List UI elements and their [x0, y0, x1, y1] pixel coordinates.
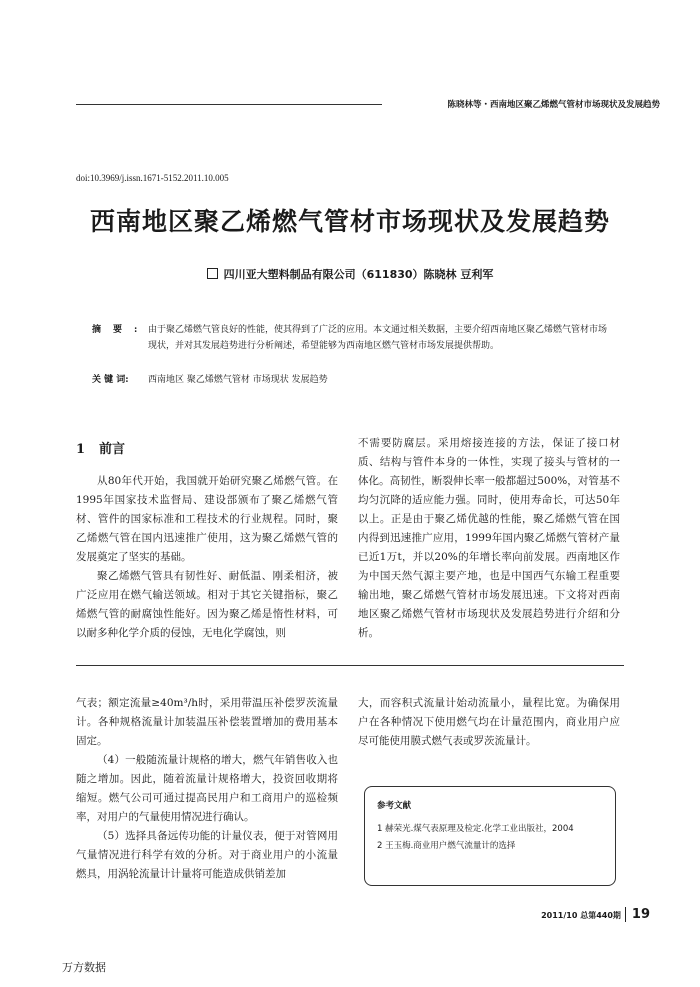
page-footer: [480, 907, 650, 922]
page-number: 19: [625, 907, 650, 922]
keywords: [92, 372, 612, 388]
paragraph: （5）选择具备远传功能的计量仪表，便于对管网用气量情况进行科学有效的分析。对于商业用户的小流量燃具，用涡轮流量计计量将可能造成供销差加: [76, 830, 338, 880]
authors-line: [0, 266, 700, 282]
abstract-text: 由于聚乙烯燃气管良好的性能，使其得到了广泛的应用。本文通过相关数据，主要介绍西南地区聚乙烯燃气管材市场现状，并对其发展趋势进行分析阐述，希望能够为西南地区燃气管材市场发展提供帮助。: [148, 325, 608, 351]
paragraph: 不需要防腐层。采用熔接连接的方法，保证了接口材质、结构与管件本身的一体性，实现了接头与管材的一体化。高韧性，断裂伸长率一般都超过500%，对管基不均匀沉降的适应能力强。同时，使用寿命长，可达50年以上。正是由于聚乙烯优越的性能，聚乙烯燃气管在国内得到迅速推广应用，1999年国内聚乙烯燃气管材产量已近1万t，并以20%的年增长率向前发展。西南地区作为中国天然气源主要产地，也是中国西气东输工程重要输出地，聚乙烯燃气管材市场发展迅速。下文将对西南地区聚乙烯燃气管材市场现状及发展趋势进行介绍和分析。: [358, 437, 620, 639]
paragraph: 气表；额定流量≥40m³/h时，采用带温压补偿罗茨流量计。各种规格流量计加装温压补偿装置增加的费用基本固定。: [76, 697, 338, 747]
section-title: 前言: [99, 442, 126, 457]
header-rule: [76, 104, 382, 105]
authors-text: 四川亚大塑料制品有限公司（611830）陈晓林 豆利军: [223, 268, 494, 281]
abstract-label: 摘要:: [92, 325, 150, 335]
checkbox-square-icon: [207, 268, 218, 279]
paragraph: 聚乙烯燃气管具有韧性好、耐低温、刚柔相济，被广泛应用在燃气输送领域。相对于其它关键指标，聚乙烯燃气管的耐腐蚀性能好。因为聚乙烯是惰性材料，可以耐多种化学介质的侵蚀，无电化学腐蚀，则: [76, 570, 338, 639]
running-header: 陈晓林等・西南地区聚乙烯燃气管材市场现状及发展趋势: [447, 100, 660, 110]
paragraph: 从80年代开始，我国就开始研究聚乙烯燃气管。在1995年国家技术监督局、建设部颁布了聚乙烯燃气管材、管件的国家标准和工程技术的行业规程。同时，聚乙烯燃气管在国内迅速推广使用，这为聚乙烯燃气管的发展奠定了坚实的基础。: [76, 475, 338, 563]
lower-left-column: [76, 694, 338, 884]
issue-label: 2011/10 总第440期: [541, 911, 621, 920]
mid-rule: [76, 665, 624, 666]
keywords-text: 西南地区 聚乙烯燃气管材 市场现状 发展趋势: [148, 375, 328, 385]
upper-right-column: [358, 434, 620, 643]
reference-item: 2 王玉梅.商业用户燃气流量计的选择: [377, 841, 516, 851]
references-title: 参考文献: [377, 801, 412, 811]
paragraph: （4）一般随流量计规格的增大，燃气年销售收入也随之增加。因此，随着流量计规格增大，投资回收期将缩短。燃气公司可通过提高民用户和工商用户的巡检频率，对用户的气量使用情况进行确认。: [76, 754, 338, 823]
section-number: 1: [76, 442, 86, 457]
paragraph: 大，而容积式流量计始动流量小，量程比宽。为确保用户在各种情况下使用燃气均在计量范围内，商业用户应尽可能使用膜式燃气表或罗茨流量计。: [358, 697, 620, 747]
keywords-label: 关 键 词:: [92, 375, 129, 385]
watermark: 万方数据: [62, 961, 106, 974]
abstract: [92, 322, 612, 354]
lower-right-column: [358, 694, 620, 751]
reference-item: 1 赫荣光.煤气表原理及检定.化学工业出版社，2004: [377, 824, 574, 834]
article-title: 西南地区聚乙烯燃气管材市场现状及发展趋势: [89, 207, 610, 236]
references-box: [364, 786, 616, 886]
section-heading: [76, 438, 125, 457]
doi: doi:10.3969/j.issn.1671-5152.2011.10.005: [76, 173, 229, 183]
upper-left-column: [76, 472, 338, 643]
